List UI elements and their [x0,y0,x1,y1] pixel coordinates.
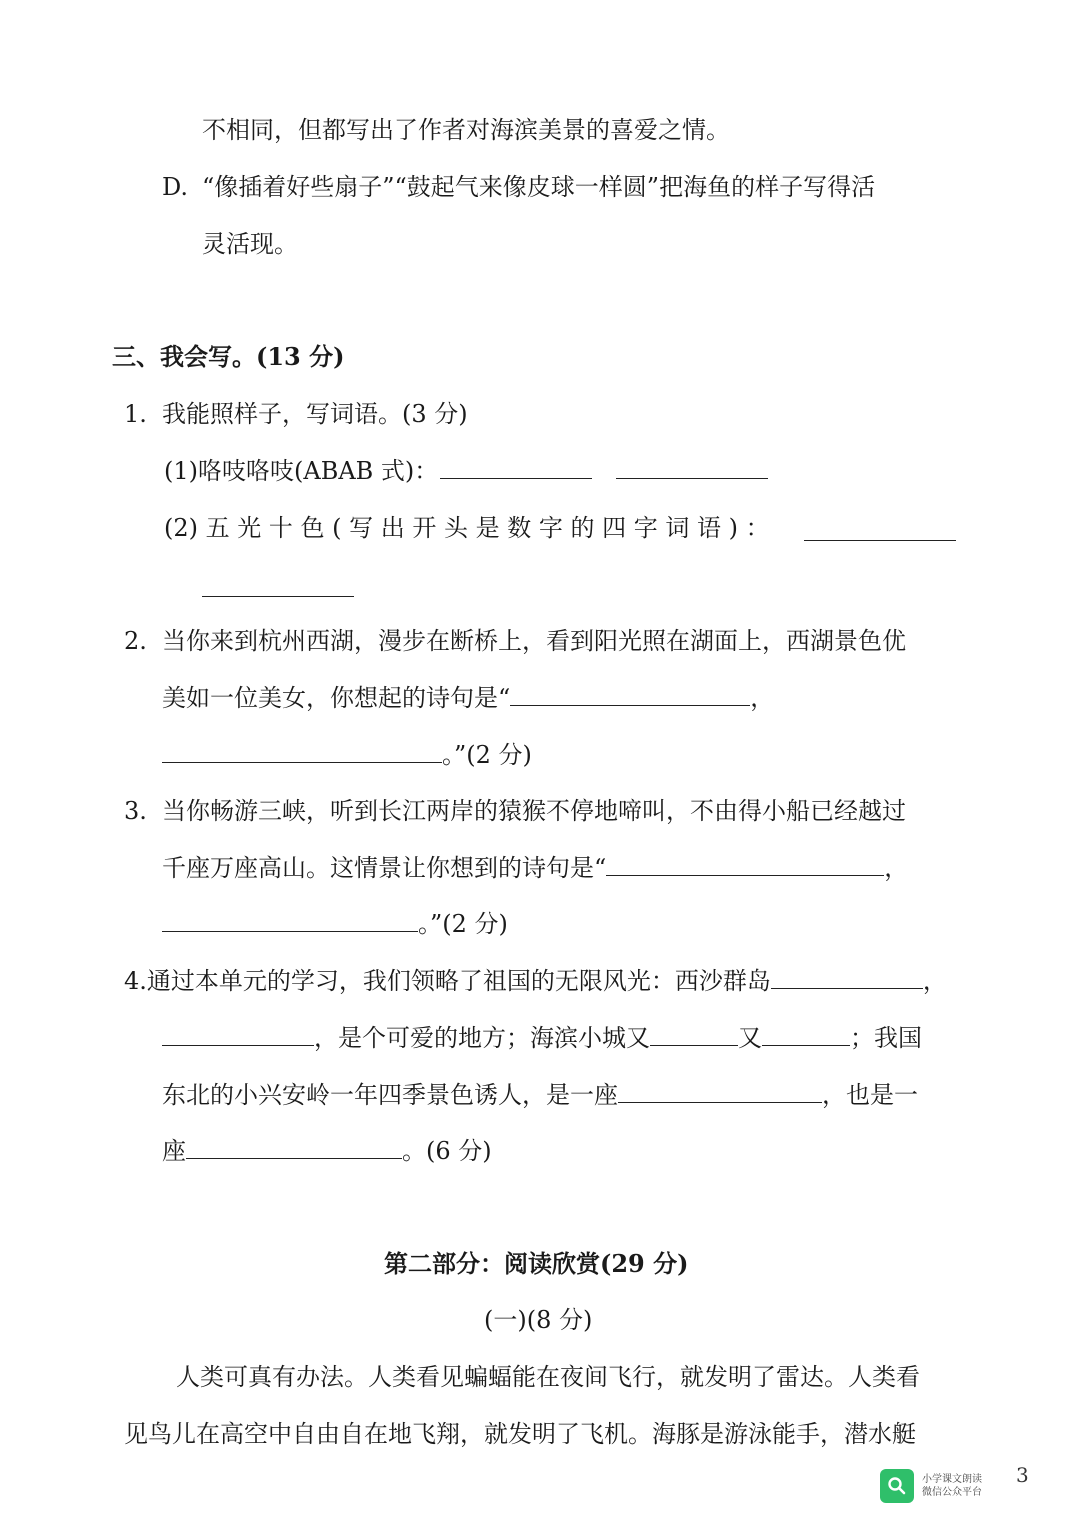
q4-comma: ， [922,967,947,995]
q3-comma: ， [884,854,909,882]
answer-blank[interactable] [606,853,884,876]
q2-line3 [162,739,532,771]
q4-prompt: 4.通过本单元的学习，我们领略了祖国的无限风光：西沙群岛 [124,967,771,995]
option-c-continuation: 不相同，但都写出了作者对海滨美景的喜爱之情。 [202,116,730,144]
answer-blank[interactable] [440,456,592,479]
answer-blank[interactable] [162,1023,314,1046]
q1-sub1 [164,455,768,487]
q4-end: 。(6 分) [402,1137,492,1165]
answer-blank[interactable] [202,574,354,597]
answer-blank[interactable] [804,518,956,541]
badge-line-2: 微信公众平台 [922,1487,982,1498]
option-d-label: D. [162,173,189,201]
answer-blank[interactable] [162,909,418,932]
q1-text: 我能照样子，写词语。(3 分) [162,400,468,428]
q2-line1: 当你来到杭州西湖，漫步在断桥上，看到阳光照在湖面上，西湖景色优 [162,627,906,655]
badge-line-1: 小学课文朗读 [922,1474,982,1485]
answer-blank[interactable] [510,683,750,706]
q1-sub2-label: (2) 五 光 十 色 ( 写 出 开 头 是 数 字 的 四 字 词 语 ) ： [164,514,770,542]
answer-blank[interactable] [650,1023,738,1046]
q2-prompt: 美如一位美女，你想起的诗句是“ [162,684,511,712]
passage-line-1: 人类可真有办法。人类看见蝙蝠能在夜间飞行，就发明了雷达。人类看 [176,1363,920,1391]
q4-you: 又 [738,1024,762,1052]
part-two-title: 第二部分：阅读欣赏(29 分) [384,1249,689,1278]
badge-text [922,1473,982,1499]
q2-line2 [162,682,774,714]
answer-blank[interactable] [771,966,923,989]
q4-text: ，是个可爱的地方；海滨小城又 [314,1024,650,1052]
section-three-title: 三、我会写。(13 分) [112,342,345,371]
answer-blank[interactable] [162,740,442,763]
answer-blank[interactable] [186,1136,402,1159]
answer-blank[interactable] [618,1080,822,1103]
search-icon [880,1469,914,1503]
wechat-badge[interactable] [880,1468,1010,1504]
q1-sub2 [164,512,770,544]
passage-line-2: 见鸟儿在高空中自由自在地飞翔，就发明了飞机。海豚是游泳能手，潜水艇 [124,1420,916,1448]
q3-end: 。”(2 分) [418,910,508,938]
q4-text: ，也是一 [822,1081,918,1109]
q3-line3 [162,908,508,940]
q2-comma: ， [750,684,775,712]
q3-line2 [162,852,908,884]
q4-text: 座 [162,1137,186,1165]
q4-line3 [162,1079,918,1111]
part-two-subtitle: (一)(8 分) [484,1306,593,1334]
q2-number: 2. [124,627,147,655]
q4-line4 [162,1135,492,1167]
q4-line2 [162,1022,922,1054]
q1-number: 1. [124,400,147,428]
q1-sub1-label: (1)咯吱咯吱(ABAB 式)： [164,457,439,485]
q4-line1 [124,965,947,997]
answer-blank[interactable] [616,456,768,479]
option-d-continuation: 灵活现。 [202,230,298,258]
option-d-text: “像插着好些扇子”“鼓起气来像皮球一样圆”把海鱼的样子写得活 [202,173,876,201]
q3-line1: 当你畅游三峡，听到长江两岸的猿猴不停地啼叫，不由得小船已经越过 [162,797,906,825]
q3-prompt: 千座万座高山。这情景让你想到的诗句是“ [162,854,607,882]
q2-end: 。”(2 分) [442,741,532,769]
q4-text: 东北的小兴安岭一年四季景色诱人，是一座 [162,1081,618,1109]
answer-blank[interactable] [762,1023,850,1046]
q3-number: 3. [124,797,147,825]
q4-text: ；我国 [850,1024,922,1052]
page-number: 3 [1016,1463,1029,1487]
